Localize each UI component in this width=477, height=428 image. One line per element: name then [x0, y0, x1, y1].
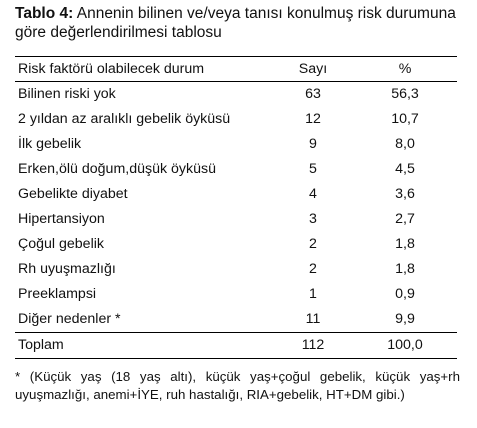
risk-factor-table — [15, 56, 457, 359]
header-count: Sayı — [298, 61, 328, 77]
row-percent: 9,9 — [395, 311, 415, 327]
row-percent: 3,6 — [395, 186, 415, 202]
table-row — [15, 82, 457, 108]
row-label: 2 yıldan az aralıklı gebelik öyküsü — [18, 111, 231, 127]
table-header-row — [15, 57, 457, 82]
header-percent: % — [398, 61, 412, 77]
table-row — [15, 207, 457, 232]
table-row — [15, 232, 457, 257]
row-count: 2 — [309, 236, 317, 252]
row-count: 5 — [309, 161, 317, 177]
caption-label: Tablo 4: — [15, 5, 74, 22]
row-percent: 10,7 — [391, 111, 419, 127]
row-percent: 8,0 — [395, 136, 415, 152]
table-row — [15, 307, 457, 333]
row-label: Hipertansiyon — [18, 211, 105, 227]
row-count: 4 — [309, 186, 317, 202]
table-footnote: * (Küçük yaş (18 yaş altı), küçük yaş+çoğul gebelik, küçük yaş+rh uyuşmazlığı, anemi+İYE, ruh hastalığı, RIA+gebelik, HT+DM gibi.) — [15, 369, 460, 402]
row-count: 1 — [309, 286, 317, 302]
row-percent: 1,8 — [395, 261, 415, 277]
header-risk-factor: Risk faktörü olabilecek durum — [18, 61, 205, 77]
table-row — [15, 257, 457, 282]
row-count: 3 — [309, 211, 317, 227]
row-label: Diğer nedenler * — [18, 311, 121, 327]
row-label: Bilinen riski yok — [18, 86, 116, 102]
table-row — [15, 132, 457, 157]
row-label: Çoğul gebelik — [18, 236, 104, 252]
row-percent: 4,5 — [395, 161, 415, 177]
row-percent: 2,7 — [395, 211, 415, 227]
table-caption — [15, 4, 465, 42]
row-label: Erken,ölü doğum,düşük öyküsü — [18, 161, 216, 177]
row-count: 9 — [309, 136, 317, 152]
row-label: Gebelikte diyabet — [18, 186, 128, 202]
row-label: İlk gebelik — [18, 136, 82, 152]
table-row — [15, 282, 457, 307]
row-label: Rh uyuşmazlığı — [18, 261, 116, 277]
total-label: Toplam — [18, 337, 64, 353]
table-row — [15, 107, 457, 132]
table-row — [15, 157, 457, 182]
row-percent: 0,9 — [395, 286, 415, 302]
caption-text: Annenin bilinen ve/veya tanısı konulmuş risk durumuna göre değerlendirilmesi tablosu — [15, 5, 456, 41]
row-count: 63 — [305, 86, 321, 102]
total-count: 112 — [301, 337, 325, 353]
row-percent: 56,3 — [391, 86, 419, 102]
row-percent: 1,8 — [395, 236, 415, 252]
row-count: 12 — [305, 111, 321, 127]
table-total-row — [15, 333, 457, 359]
table-row — [15, 182, 457, 207]
row-count: 11 — [305, 311, 321, 327]
row-count: 2 — [309, 261, 317, 277]
total-percent: 100,0 — [387, 337, 423, 353]
row-label: Preeklampsi — [18, 286, 97, 302]
